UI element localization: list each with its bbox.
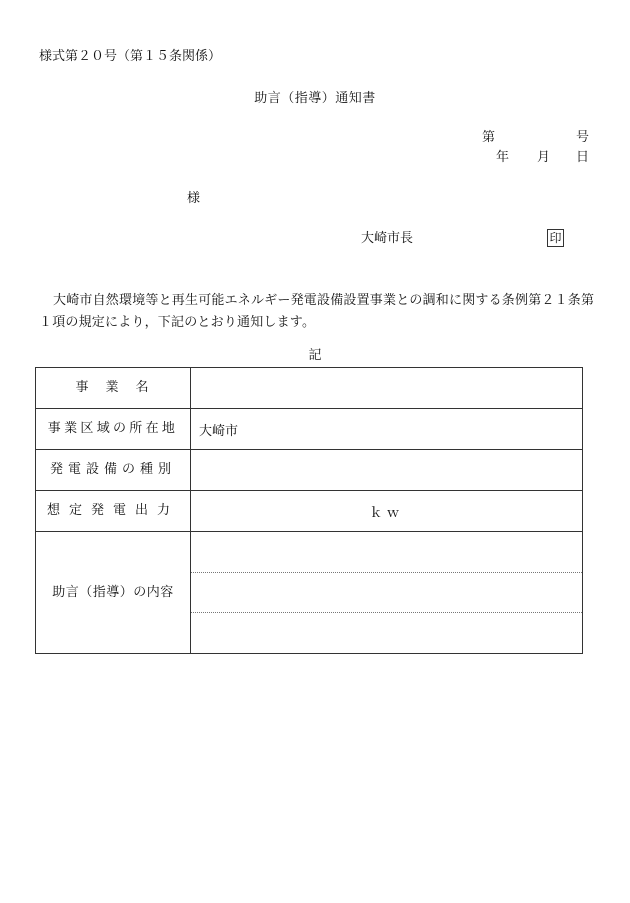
document-number-prefix: 第 [482, 130, 496, 145]
advice-content-label: 助言（指導）の内容 [52, 584, 174, 600]
project-name-label: 事 業 名 [75, 380, 151, 395]
label-cell [36, 491, 191, 531]
power-output-label: 想定発電出力 [46, 503, 179, 518]
label-cell [36, 532, 191, 653]
table-row-project-name [36, 368, 582, 409]
equipment-type-value [191, 450, 582, 490]
table-row-equipment-type [36, 450, 582, 491]
table-row-power-output [36, 491, 582, 532]
notice-body-text: 大崎市自然環境等と再生可能エネルギー発電設備設置事業との調和に関する条例第２１条第１項の規定により，下記のとおり通知します。 [39, 293, 595, 330]
issuer-name: 大崎市長 [361, 231, 414, 246]
advice-dotted-line-1 [191, 572, 582, 573]
table-row-advice-content [36, 532, 582, 653]
location-value: 大崎市 [199, 423, 239, 439]
document-title: 助言（指導）通知書 [254, 91, 376, 106]
addressee-honorific: 様 [187, 191, 201, 206]
form-number: 様式第２０号（第１５条関係） [39, 49, 222, 64]
label-cell [36, 368, 191, 408]
date-day-label: 日 [576, 150, 590, 165]
project-name-value [191, 368, 582, 408]
document-number-suffix: 号 [576, 130, 590, 145]
label-cell [36, 450, 191, 490]
table-row-location [36, 409, 582, 450]
power-output-unit: ｋｗ [369, 505, 404, 521]
advice-dotted-line-2 [191, 612, 582, 613]
label-cell [36, 409, 191, 449]
ki-heading: 記 [308, 348, 322, 363]
date-year-label: 年 [496, 150, 510, 165]
seal-mark: 印 [547, 229, 564, 247]
details-table [35, 367, 583, 654]
location-label: 事業区域の所在地 [47, 421, 179, 436]
date-month-label: 月 [537, 150, 551, 165]
equipment-type-label: 発電設備の種別 [49, 462, 176, 477]
